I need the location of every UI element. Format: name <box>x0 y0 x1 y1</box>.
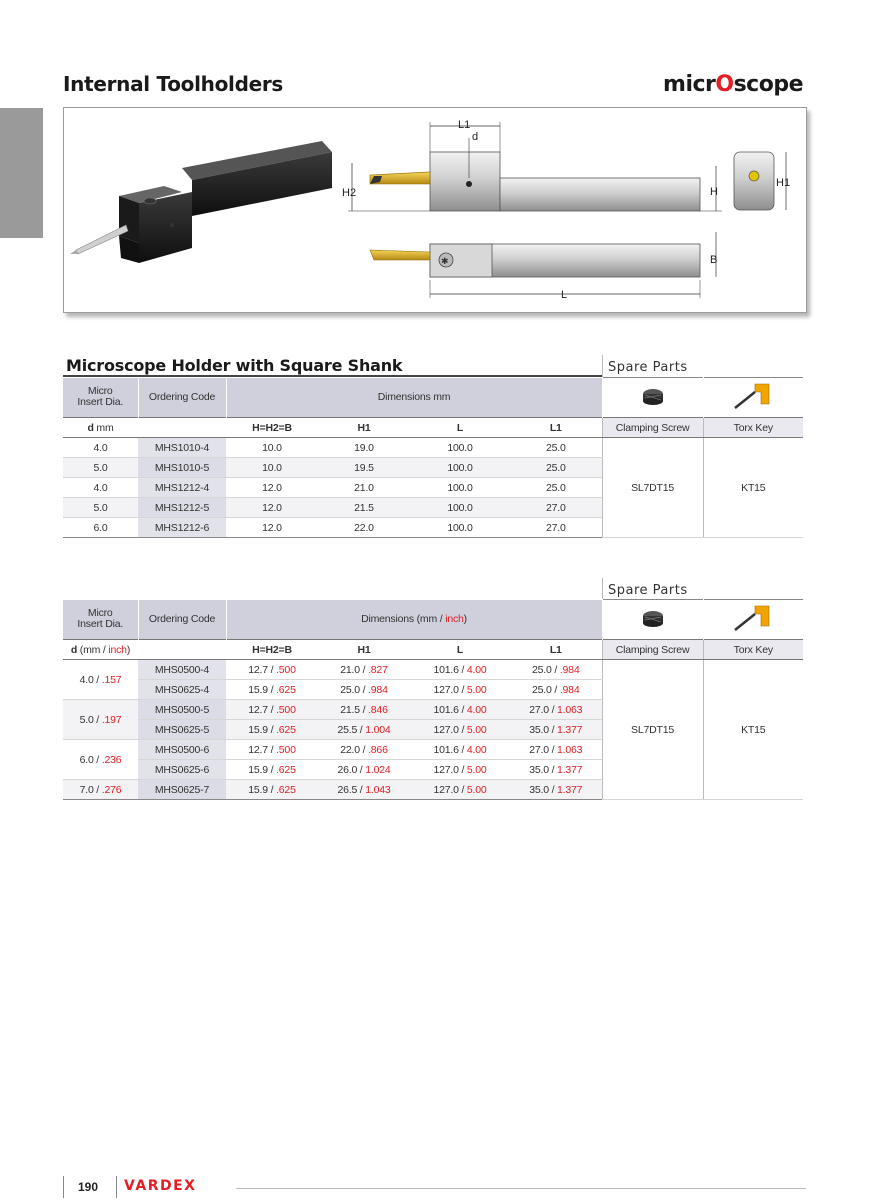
group-d-cell: 5.0 / .197 <box>63 700 138 740</box>
table-row: MHS0625-5 15.9 / .625 25.5 / 1.004 127.0 / 5.00 35.0 / 1.377 <box>63 720 803 740</box>
table2 <box>63 599 804 800</box>
brand-pre: micr <box>663 72 716 97</box>
table-row: 4.0 MHS1010-4 10.0 19.0 100.0 25.0 SL7DT15 KT15 <box>63 438 803 458</box>
table1-col-micro: Micro Insert Dia. <box>63 378 138 418</box>
table1-header-row <box>63 378 803 418</box>
table2-spare-divider <box>602 578 603 600</box>
brand-o: O <box>715 72 734 97</box>
torx-key-icon <box>703 600 803 640</box>
holder-3d-icon <box>70 141 332 263</box>
table1-title: Microscope Holder with Square Shank <box>66 356 403 375</box>
table-row: 4.0 / .157 MHS0500-4 12.7 / .500 21.0 / .827 101.6 / 4.00 25.0 / .984 SL7DT15 KT15 <box>63 660 803 680</box>
top-view <box>370 232 717 301</box>
table1-key: KT15 <box>703 438 803 538</box>
table1-screw: SL7DT15 <box>602 438 703 538</box>
table2-col-dimensions: Dimensions (mm / inch) <box>226 600 602 640</box>
footer-divider-left <box>63 1176 64 1198</box>
brand-logo <box>663 72 803 97</box>
torx-key-icon <box>703 378 803 418</box>
dim-label-h2: H2 <box>342 187 357 199</box>
clamping-screw-icon <box>602 600 703 640</box>
dim-label-l: L <box>561 289 568 301</box>
table-row: 5.0 / .197 MHS0500-5 12.7 / .500 21.5 / .846 101.6 / 4.00 27.0 / 1.063 <box>63 700 803 720</box>
clamping-screw-icon <box>602 378 703 418</box>
table-row: 4.0 MHS1212-4 12.0 21.0 100.0 25.0 <box>63 478 803 498</box>
table1-spare-parts-label: Spare Parts <box>608 360 688 375</box>
dim-label-h1: H1 <box>776 177 791 189</box>
dim-label-b: B <box>710 254 718 266</box>
table-row: 6.0 MHS1212-6 12.0 22.0 100.0 27.0 <box>63 518 803 538</box>
end-view <box>734 152 790 210</box>
table1-col-dimensions: Dimensions mm <box>226 378 602 418</box>
table-row: MHS0625-6 15.9 / .625 26.0 / 1.024 127.0 / 5.00 35.0 / 1.377 <box>63 760 803 780</box>
toolholder-figure <box>63 107 807 313</box>
footer-divider-mid <box>116 1176 117 1198</box>
side-section-tab <box>0 108 43 318</box>
table-row: 5.0 MHS1212-5 12.0 21.5 100.0 27.0 <box>63 498 803 518</box>
table2-screw: SL7DT15 <box>602 660 703 800</box>
table2-col-micro: Micro Insert Dia. <box>63 600 138 640</box>
table-row: MHS0625-4 15.9 / .625 25.0 / .984 127.0 / 5.00 25.0 / .984 <box>63 680 803 700</box>
group-d-cell: 6.0 / .236 <box>63 740 138 780</box>
dim-label-h: H <box>710 186 718 198</box>
brand-post: scope <box>733 72 803 97</box>
group-d-cell: 7.0 / .276 <box>63 780 138 800</box>
table1-subheader-row: d mm H=H2=B H1 L L1 Clamping Screw Torx Key <box>63 418 803 438</box>
table1-col-ordering-code: Ordering Code <box>138 378 226 418</box>
toolholder-drawing <box>64 108 808 314</box>
side-tab-line1: Thread Turning <box>6 246 18 318</box>
dim-label-d: d <box>472 131 479 143</box>
table2-key: KT15 <box>703 660 803 800</box>
group-d-cell: 4.0 / .157 <box>63 660 138 700</box>
footer-rule <box>236 1188 806 1189</box>
table1 <box>63 377 804 538</box>
table-row: 6.0 / .236 MHS0500-6 12.7 / .500 22.0 / .866 101.6 / 4.00 27.0 / 1.063 <box>63 740 803 760</box>
page-title: Internal Toolholders <box>63 72 284 96</box>
page-number: 190 <box>78 1180 99 1194</box>
side-view <box>342 119 722 211</box>
table-row: 5.0 MHS1010-5 10.0 19.5 100.0 25.0 <box>63 458 803 478</box>
dim-label-l1: L1 <box>458 119 471 131</box>
svg-text:✱: ✱ <box>441 257 449 267</box>
table1-spare-divider <box>602 355 603 377</box>
table2-col-ordering-code: Ordering Code <box>138 600 226 640</box>
side-tab-text <box>6 247 30 318</box>
table2-spare-parts-label: Spare Parts <box>608 583 688 598</box>
table2-header-row <box>63 600 803 640</box>
table2-subheader-row: d (mm / inch) H=H2=B H1 L L1 Clamping Screw Torx Key <box>63 640 803 660</box>
table-row: 7.0 / .276 MHS0625-7 15.9 / .625 26.5 / 1.043 127.0 / 5.00 35.0 / 1.377 <box>63 780 803 800</box>
footer-brand-logo: VARDEX <box>124 1178 197 1194</box>
side-tab-line2: Toolholders <box>18 251 30 305</box>
